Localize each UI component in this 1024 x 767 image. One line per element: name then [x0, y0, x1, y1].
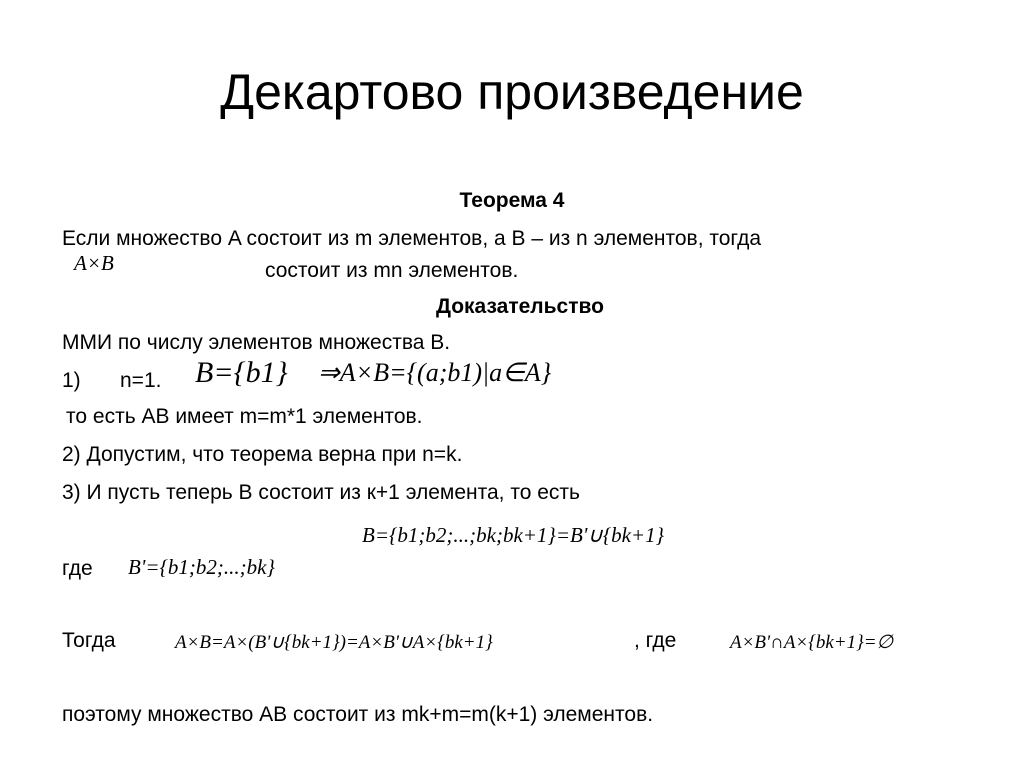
where2-label: , где [634, 629, 677, 652]
proof-heading: Доказательство [436, 295, 604, 318]
theorem-line1 [62, 226, 761, 252]
theorem-line1-text: Если множество A состоит из m элементов, а B – из n элементов, тогда [62, 227, 762, 250]
theorem-heading: Теорема 4 [459, 189, 565, 212]
step3-text: 3) И пусть теперь B состоит из к+1 элемента, то есть [62, 481, 580, 504]
formula-product [175, 628, 493, 658]
theorem-line2: состоит из mn элементов. [265, 259, 519, 282]
formula-text: A×B [74, 251, 114, 275]
formula-text: ⇒A×B={(a;b1)|a∈A} [318, 358, 552, 387]
formula-text: B={b1;b2;...;bk;bk+1}=B'∪{bk+1} [362, 523, 664, 547]
proof-intro: ММИ по числу элементов множества B. [62, 331, 451, 354]
formula-text: B={b1} [195, 356, 288, 389]
final-statement: поэтому множество AB состоит из mk+m=m(k+1) элементов. [62, 703, 654, 726]
formula-empty-intersection [730, 628, 893, 658]
formula-b-full [362, 520, 664, 550]
slide-title: Декартово произведение [220, 64, 804, 120]
where-label: где [62, 557, 93, 580]
formula-b-equals-b1 [195, 358, 288, 388]
step1-conclusion: то есть AB имеет m=m*1 элементов. [66, 405, 423, 428]
formula-text: B'={b1;b2;...;bk} [128, 555, 275, 579]
formula-text: A×B=A×(B'∪{bk+1})=A×B'∪A×{bk+1} [175, 632, 493, 653]
formula-b-prime [128, 552, 275, 582]
theorem-formula-axb [74, 248, 114, 278]
step2-text: 2) Допустим, что теорема верна при n=k. [62, 443, 463, 466]
then-label: Тогда [62, 629, 116, 652]
formula-axb-set [318, 358, 551, 388]
step1-text: n=1. [120, 369, 162, 392]
step1-label: 1) [62, 369, 81, 392]
formula-text: A×B'∩A×{bk+1}=∅ [730, 632, 894, 653]
